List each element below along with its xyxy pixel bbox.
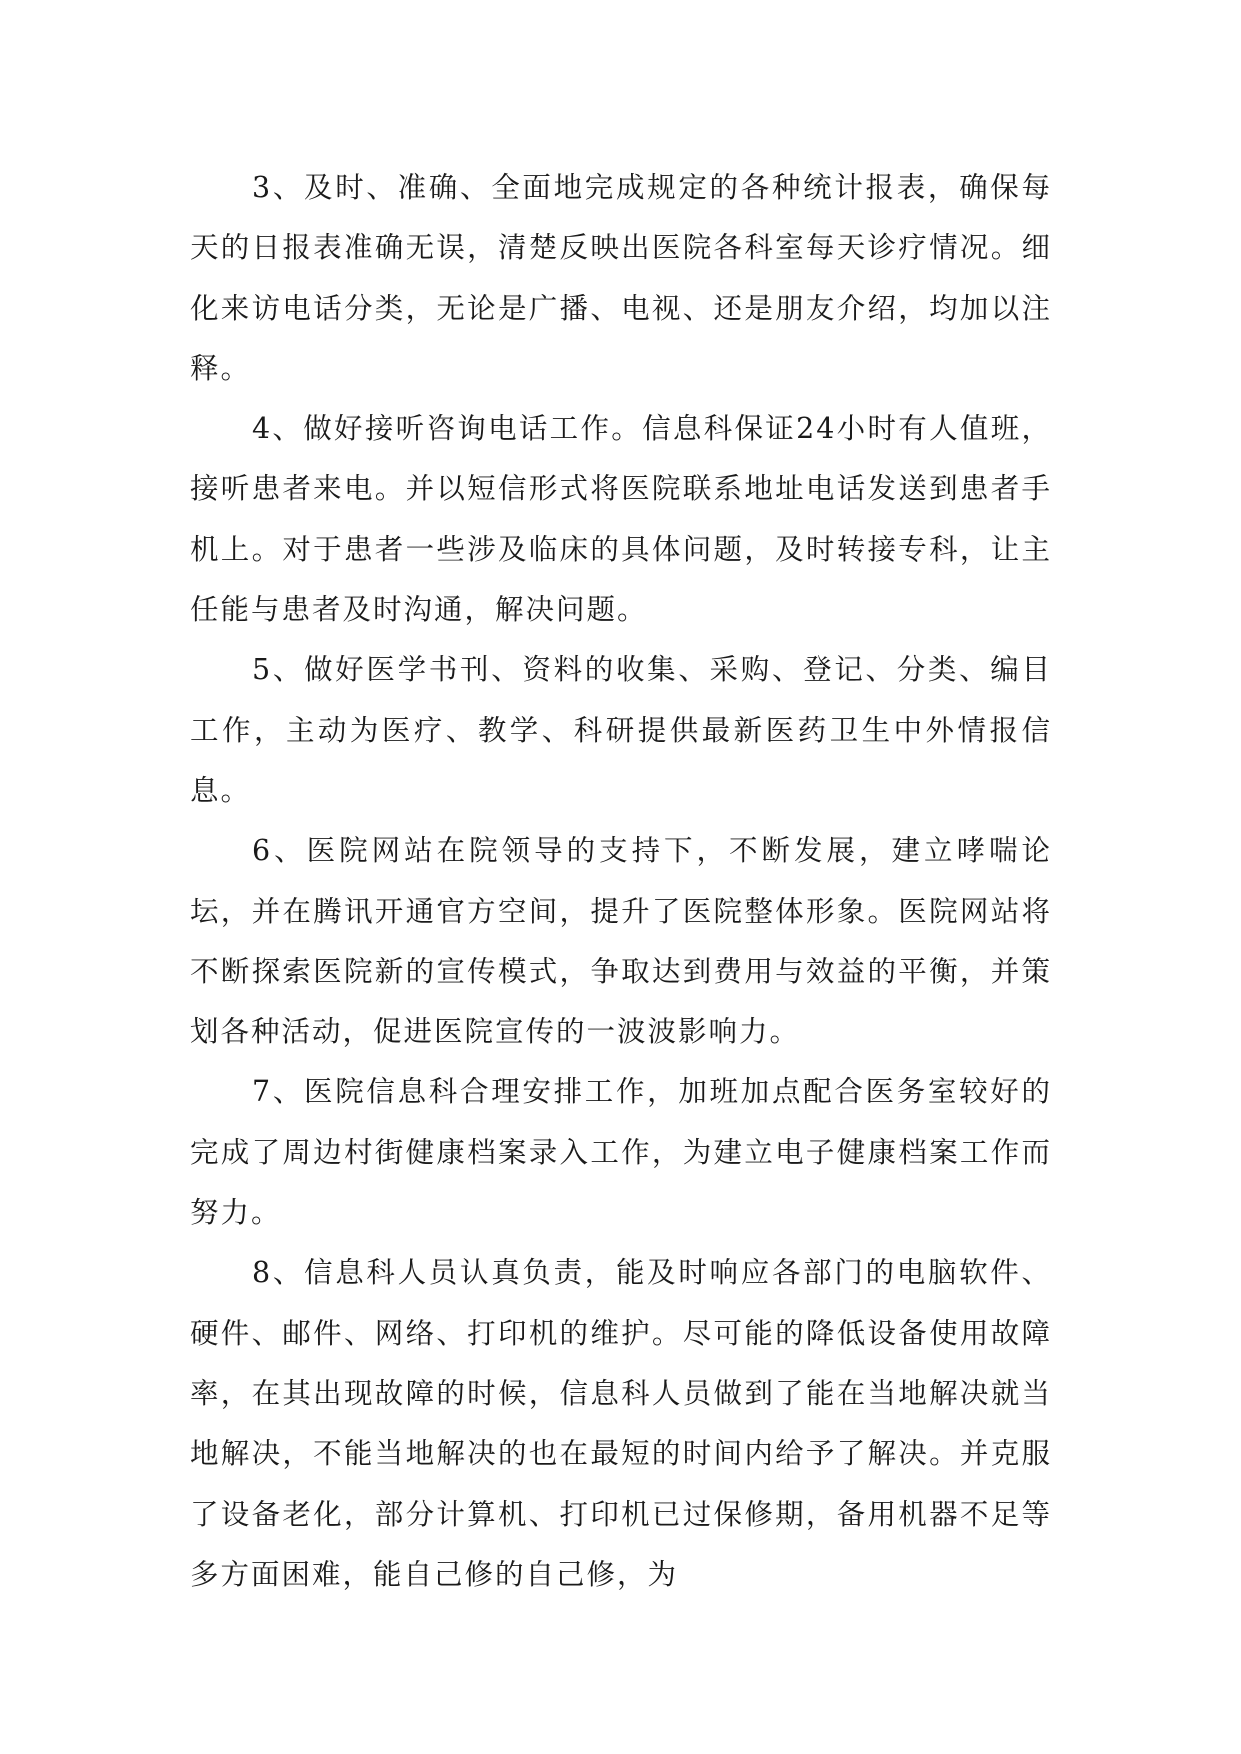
paragraph-item-3: 3、及时、准确、全面地完成规定的各种统计报表，确保每天的日报表准确无误，清楚反映出医院各科室每天诊疗情况。细化来访电话分类，无论是广播、电视、还是朋友介绍，均加以注释。 — [190, 171, 1052, 385]
paragraph-item-8: 8、信息科人员认真负责，能及时响应各部门的电脑软件、硬件、邮件、网络、打印机的维护。尽可能的降低设备使用故障率，在其出现故障的时候，信息科人员做到了能在当地解决就当地解决，不能当地解决的也在最短的时间内给予了解决。并克服了设备老化，部分计算机、打印机已过保修期，备用机器不足等多方面困难，能自己修的自己修，为 — [190, 1256, 1052, 1591]
document-body — [190, 158, 1052, 1605]
paragraph-item-4: 4、做好接听咨询电话工作。信息科保证24小时有人值班，接听患者来电。并以短信形式将医院联系地址电话发送到患者手机上。对于患者一些涉及临床的具体问题，及时转接专科，让主任能与患者及时沟通，解决问题。 — [190, 412, 1052, 627]
paragraph-item-6: 6、医院网站在院领导的支持下，不断发展，建立哮喘论坛，并在腾讯开通官方空间，提升了医院整体形象。医院网站将不断探索医院新的宣传模式，争取达到费用与效益的平衡，并策划各种活动，促进医院宣传的一波波影响力。 — [190, 834, 1052, 1049]
paragraph-item-7: 7、医院信息科合理安排工作，加班加点配合医务室较好的完成了周边村街健康档案录入工作，为建立电子健康档案工作而努力。 — [190, 1075, 1052, 1230]
paragraph-item-5: 5、做好医学书刊、资料的收集、采购、登记、分类、编目工作，主动为医疗、教学、科研提供最新医药卫生中外情报信息。 — [190, 653, 1052, 807]
